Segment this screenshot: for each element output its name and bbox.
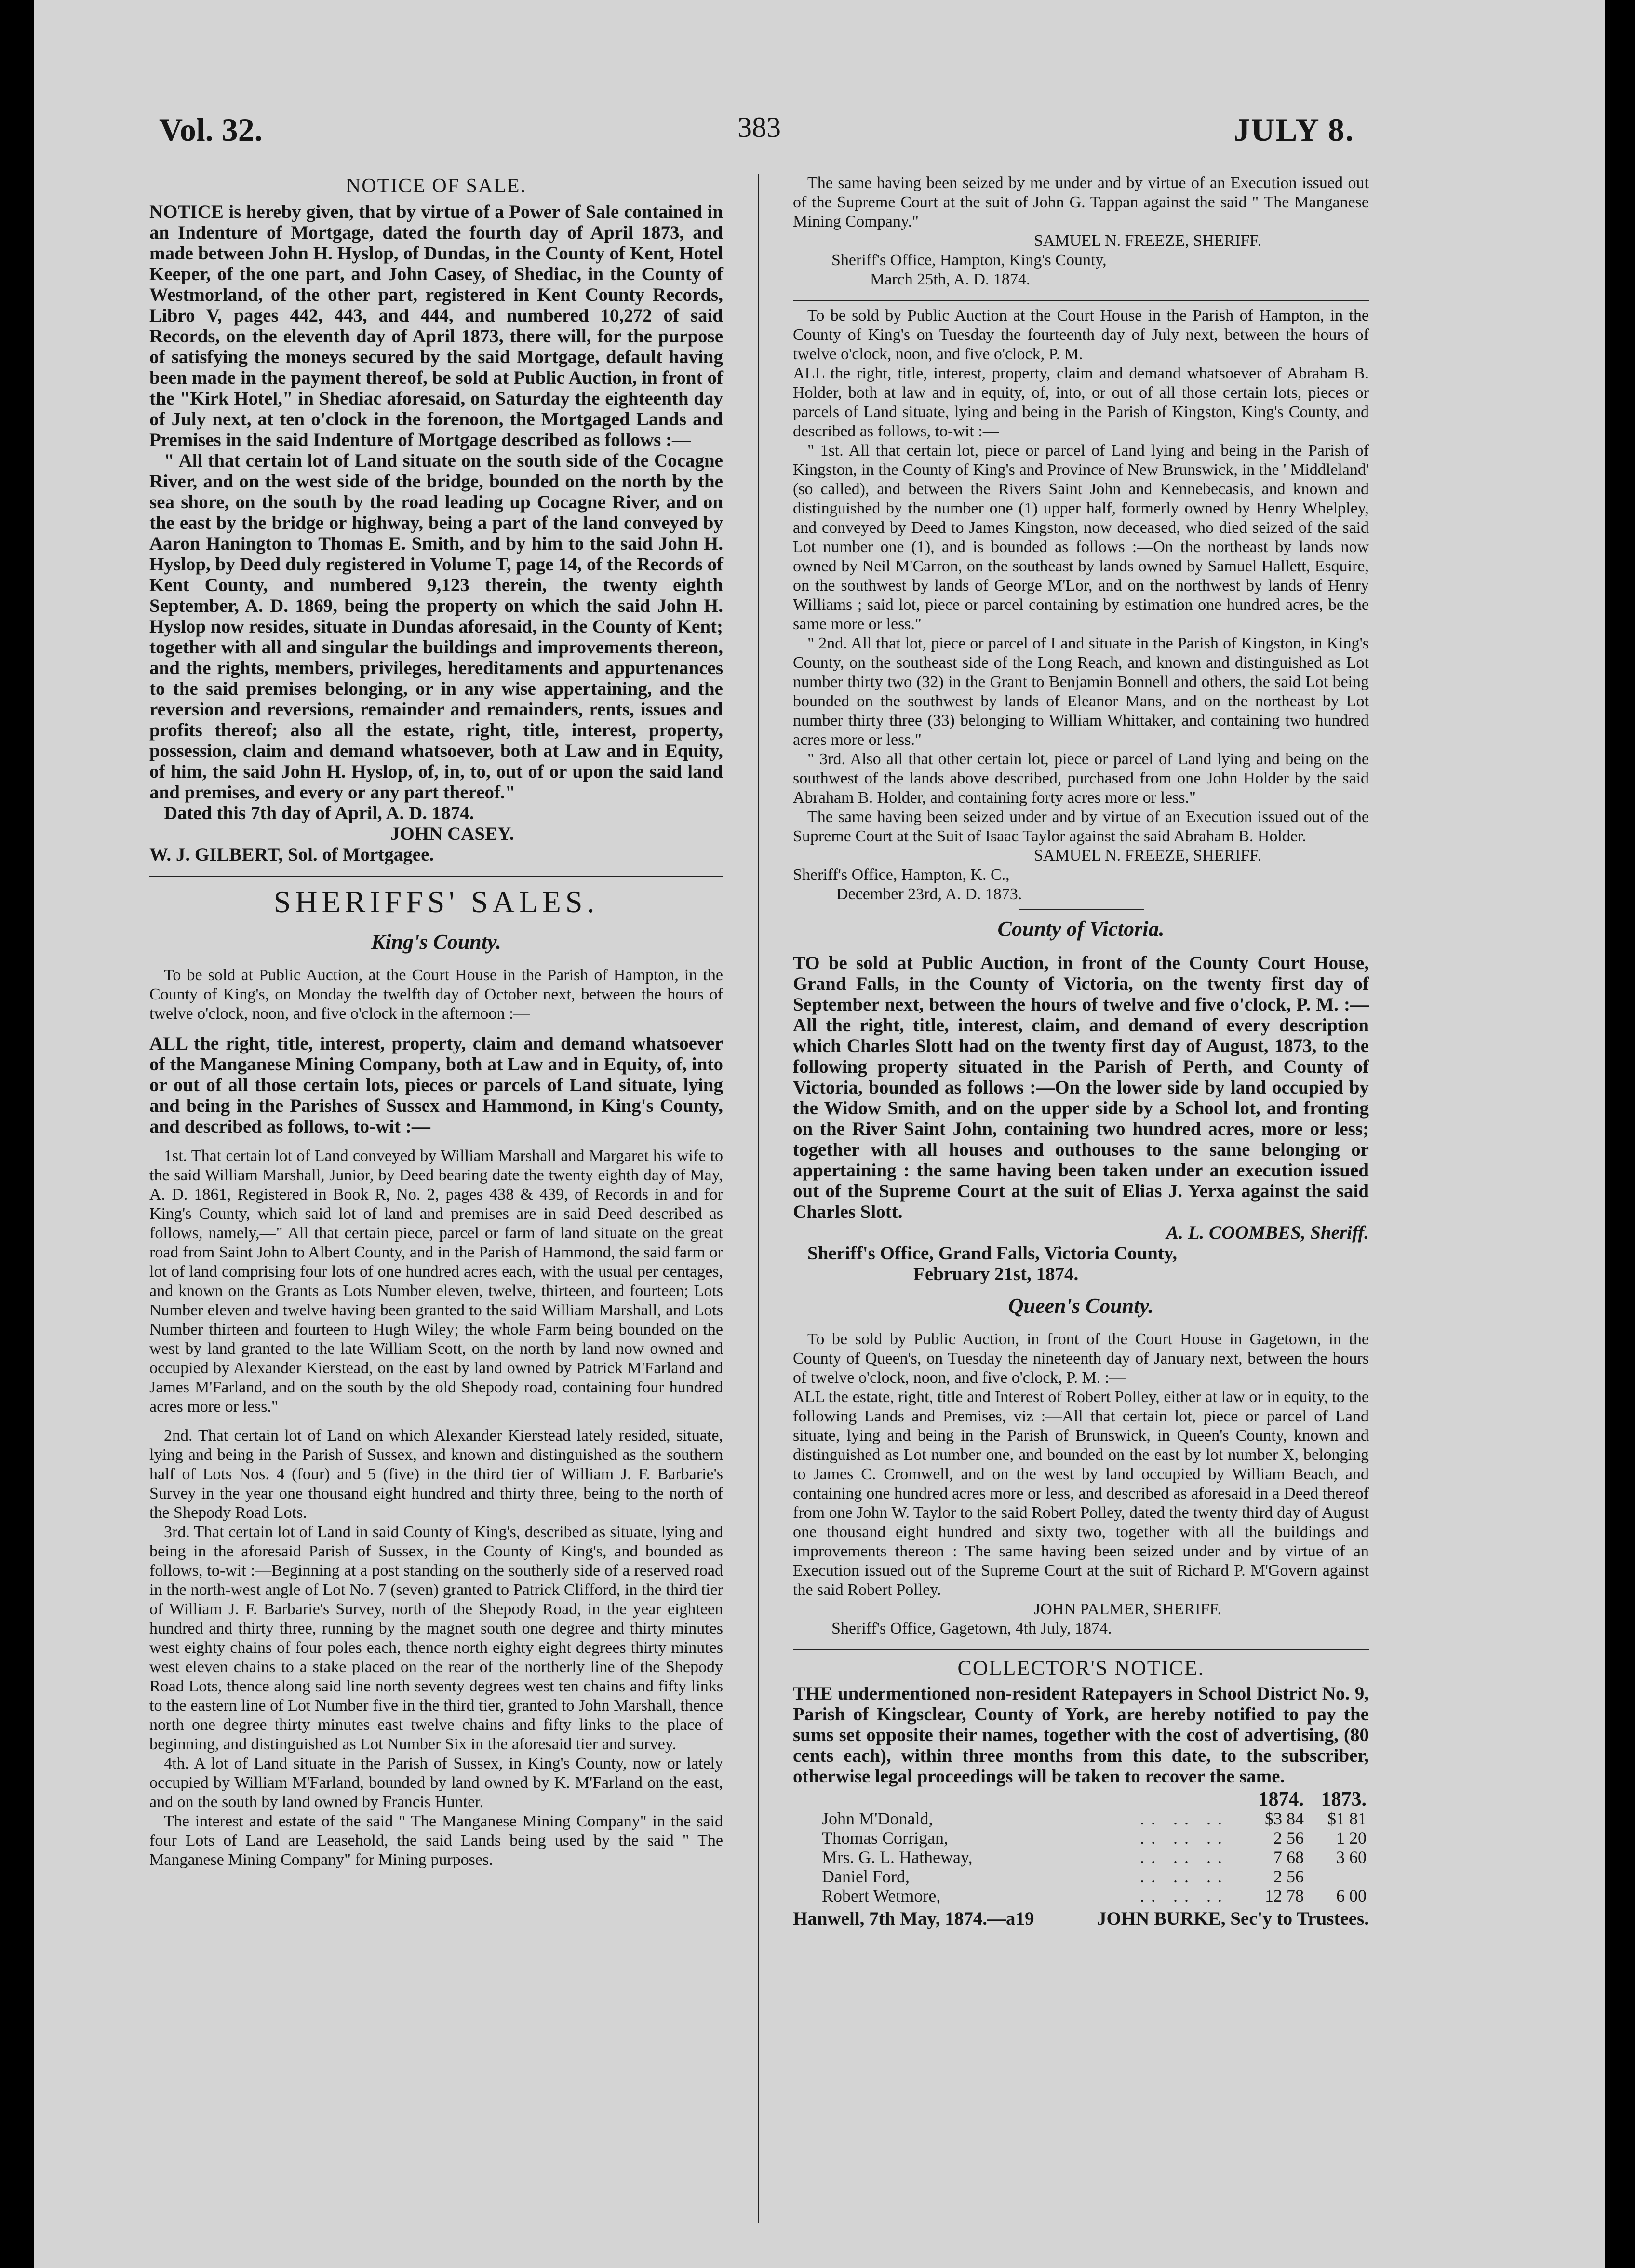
- page: [149, 0, 1369, 2268]
- amount-1873: [1304, 1867, 1367, 1886]
- table-row: [822, 1886, 1367, 1905]
- table-row: [822, 1809, 1367, 1828]
- short-rule: [1019, 909, 1144, 910]
- hampton-all-right: ALL the right, title, interest, property, claim and demand whatsoever of Abraham B. Holder, both at law and in equity, of, into, or out of all those certain lots, pieces or parcels of Land situate, lying and being in the Parish of Kingston, King's County, and described as follows, to-wit :—: [793, 364, 1369, 440]
- hampton-date: December 23rd, A. D. 1873.: [836, 885, 1022, 903]
- queens-intro: To be sold by Public Auction, in front of the Court House in Gagetown, in the County of Queen's, on Tuesday the nineteenth day of January next, between the hours of twelve o'clock, noon, and five o'clock, P. M. :—: [793, 1330, 1369, 1387]
- table-header-row: [822, 1790, 1367, 1809]
- victoria-sheriff: A. L. COOMBES, Sheriff.: [1166, 1222, 1369, 1243]
- hampton-lot-1: " 1st. All that certain lot, piece or parcel of Land lying and being in the Parish of Kingston, in the County of King's and Province of New Brunswick, in the ' Middleland' (so called), and between the Rivers Saint John and Kennebecasis, and known and distinguished by the number one (1) upper half, formerly owned by Henry Whelpley, and conveyed by Deed to James Kingston, now deceased, who died seized of the said Lot number one (1), and is bounded as follows :—On the northeast by lands now owned by Neil M'Carron, on the southeast by lands owned by Samuel Hallett, Esquire, on the southwest by lands of George M'Lor, and on the northwest by lands of Henry Williams ; said lot, piece or parcel containing by estimation one hundred acres, be the same more or less.": [793, 442, 1369, 633]
- amount-1873: 1 20: [1336, 1828, 1367, 1848]
- manganese-seizure: The same having been seized by me under and by virtue of an Execution issued out of the Supreme Court at the suit of John G. Tappan against the said " The Manganese Mining Company.": [793, 174, 1369, 230]
- sheriffs-sales-title: SHERIFFS' SALES.: [273, 885, 599, 919]
- manganese-office: Sheriff's Office, Hampton, King's County,: [831, 251, 1107, 269]
- queens-all-right: ALL the estate, right, title and Interest of Robert Polley, either at law or in equity, to the following Lands and Premises, viz :—All that certain lot, piece or parcel of Land situate, lying and being in the Parish of Brunswick, in Queen's County, known and distinguished as Lot number one, and bounded on the east by lot number X, belonging to James C. Cromwell, and on the west by land occupied by William Beach, and containing one hundred acres more or less, and described as aforesaid in a Deed thereof from one John W. Taylor to the said Robert Polley, dated the twenty third day of August one thousand eight hundred and sixty two, together with all the buildings and improvements thereon : The same having been seized under and by virtue of an Execution issued out of the Supreme Court at the suit of Richard P. M'Govern against the said Robert Polley.: [793, 1388, 1369, 1599]
- table-row: [822, 1867, 1367, 1886]
- amount-1873: 3 60: [1336, 1848, 1367, 1867]
- collectors-signer: JOHN BURKE, Sec'y to Trustees.: [1097, 1908, 1369, 1929]
- victoria-date: February 21st, 1874.: [913, 1264, 1079, 1284]
- collectors-notice-body: THE undermentioned non-resident Ratepayers in School District No. 9, Parish of Kingsclear, County of York, are hereby notified to pay the sums set opposite their names, together with the cost of advertising, (80 cents each), within three months from this date, to the subscriber, otherwise legal proceedings will be taken to recover the same.: [793, 1683, 1369, 1787]
- amount-1874: 7 68: [1273, 1848, 1304, 1867]
- queens-office: Sheriff's Office, Gagetown, 4th July, 1874.: [831, 1620, 1112, 1637]
- hampton-lot-3: " 3rd. Also all that other certain lot, piece or parcel of Land lying and being on the southwest of the lands above described, purchased from one John Holder by the said Abraham B. Holder, and containing forty acres more or less.": [793, 750, 1369, 807]
- volume-number: Vol. 32.: [159, 111, 263, 148]
- ratepayer-name: Mrs. G. L. Hatheway,: [822, 1848, 973, 1867]
- leader-dots: .. .. ..: [1140, 1828, 1229, 1848]
- victoria-office: Sheriff's Office, Grand Falls, Victoria County,: [807, 1243, 1177, 1264]
- leader-dots: .. .. ..: [1140, 1867, 1229, 1886]
- section-rule: [793, 300, 1369, 301]
- victoria-county-title: County of Victoria.: [997, 917, 1165, 941]
- page-number: 383: [737, 111, 781, 143]
- amount-1874: 2 56: [1273, 1828, 1304, 1848]
- amount-1874: $3 84: [1265, 1809, 1304, 1828]
- ratepayer-name: Daniel Ford,: [822, 1867, 910, 1886]
- ratepayers-table: [822, 1790, 1367, 1905]
- hampton-lot-2: " 2nd. All that lot, piece or parcel of Land situate in the Parish of Kingston, in King's County, on the southeast side of the Long Reach, and known and distinguished as Lot number thirty two (32) in the Grant to Benjamin Bonnell and others, the said Lot being bounded on the southwest by lands of Eleanor Mans, and on the northeast by Lot number thirty three (33) belonging to William Whittaker, and containing two hundred acres more or less.": [793, 634, 1369, 749]
- issue-date: JULY 8.: [1233, 111, 1354, 148]
- year-header: 1873.: [1321, 1788, 1367, 1810]
- kings-lot-2: 2nd. That certain lot of Land on which Alexander Kierstead lately resided, situate, lying and being in the Parish of Sussex, and known and distinguished as the southern half of Lots Nos. 4 (four) and 5 (five) in the third tier of William J. F. Barbarie's Survey in the year one thousand eight hundred and thirty three, being to the north of the Shepody Road Lots.: [149, 1427, 723, 1522]
- amount-1873: 6 00: [1336, 1886, 1367, 1905]
- amount-1873: $1 81: [1327, 1809, 1367, 1828]
- newspaper-sheet: [34, 0, 1605, 2268]
- kings-lot-interest: The interest and estate of the said " The Manganese Mining Company" in the said four Lots of Land are Leasehold, the said Lands being used by the said " The Manganese Mining Company" for Mining purposes.: [149, 1812, 723, 1869]
- collectors-notice-title: COLLECTOR'S NOTICE.: [957, 1656, 1205, 1680]
- table-row: [822, 1828, 1367, 1848]
- kings-lot-4: 4th. A lot of Land situate in the Parish of Sussex, in King's County, now or lately occupied by William M'Farland, bounded by land owned by K. M'Farland on the east, and on the south by land owned by Francis Hunter.: [149, 1755, 723, 1811]
- leader-dots: .. .. ..: [1140, 1809, 1229, 1828]
- kings-county-title: King's County.: [371, 930, 501, 954]
- year-header: 1874.: [1258, 1788, 1304, 1810]
- section-rule: [793, 1649, 1369, 1650]
- collectors-date: Hanwell, 7th May, 1874.—a19: [793, 1908, 1034, 1929]
- hampton-intro: To be sold by Public Auction at the Court House in the Parish of Hampton, in the County of King's on Tuesday the fourteenth day of July next, between the hours of twelve o'clock, noon, and five o'clock, P. M.: [793, 307, 1369, 363]
- queens-county-title: Queen's County.: [1008, 1294, 1154, 1318]
- notice-signer: JOHN CASEY.: [390, 824, 514, 844]
- amount-1874: 12 78: [1265, 1886, 1304, 1905]
- amount-1874: 2 56: [1273, 1867, 1304, 1886]
- queens-sheriff: JOHN PALMER, SHERIFF.: [1034, 1600, 1222, 1618]
- left-column: [149, 174, 723, 1870]
- hampton-sheriff: SAMUEL N. FREEZE, SHERIFF.: [1034, 847, 1262, 864]
- column-divider: [758, 174, 759, 2223]
- notice-dated: Dated this 7th day of April, A. D. 1874.: [164, 803, 474, 824]
- notice-of-sale-description: " All that certain lot of Land situate on the south side of the Cocagne River, and on the west side of the bridge, bounded on the north by the sea shore, on the south by the road leading up Cocagne River, and on the east by the bridge or highway, being a part of the land conveyed by Aaron Hanington to Thomas E. Smith, and by him to the said John H. Hyslop, by Deed duly registered in Volume T, page 14, of the Records of Kent County, and numbered 9,123 therein, the twenty eighth September, A. D. 1869, being the property on which the said John H. Hyslop now resides, situate in Dundas aforesaid, in the County of Kent; together with all and singular the buildings and improvements thereon, and the rights, members, privileges, hereditaments and appurtenances to the said premises belonging, or in any wise appertaining, and the reversion and reversions, remainder and remainders, rents, issues and profits thereof; also all the estate, right, title, interest, property, possession, claim and demand whatsoever, both at Law and in Equity, of him, the said John H. Hyslop, of, in, to, out of or upon the said land and premises, and every or any part thereof.": [149, 450, 723, 803]
- victoria-body: TO be sold at Public Auction, in front of the County Court House, Grand Falls, in the County of Victoria, on the twenty first day of September next, between the hours of twelve and five o'clock, P. M. :—All the right, title, interest, claim, and demand of every description which Charles Slott had on the twenty first day of August, 1873, to the following property situated in the Parish of Perth, and County of Victoria, bounded as follows :—On the lower side by land occupied by the Widow Smith, and on the upper side by a School lot, and fronting on the River Saint John, containing two hundred acres, more or less; together with all houses and outhouses to the same belonging or appertaining : the same having been taken under an execution issued out of the Supreme Court at the suit of Elias J. Yerxa against the said Charles Slott.: [793, 953, 1369, 1222]
- ratepayer-name: Robert Wetmore,: [822, 1886, 941, 1905]
- notice-of-sale-body: NOTICE is hereby given, that by virtue of a Power of Sale contained in an Indenture of Mortgage, dated the fourth day of April 1873, and made between John H. Hyslop, of Dundas, in the County of Kent, Hotel Keeper, of the one part, and John Casey, of Shediac, in the County of Westmorland, of the other part, registered in Kent County Records, Libro V, pages 442, 443, and 444, and numbered 10,272 of said Records, on the eleventh day of April 1873, there will, for the purpose of satisfying the moneys secured by the said Mortgage, default having been made in the payment thereof, be sold at Public Auction, in front of the "Kirk Hotel," in Shediac aforesaid, on Saturday the eighteenth day of July next, at ten o'clock in the forenoon, the Mortgaged Lands and Premises in the said Indenture of Mortgage described as follows :—: [149, 202, 723, 450]
- kings-all-right: ALL the right, title, interest, property, claim and demand whatsoever of the Manganese Mining Company, both at Law and in Equity, of, into or out of all those certain lots, pieces or parcels of Land situate, lying and being in the Parishes of Sussex and Hammond, in King's County, and described as follows, to-wit :—: [149, 1033, 723, 1137]
- manganese-date: March 25th, A. D. 1874.: [870, 270, 1031, 288]
- collectors-footer: [793, 1908, 1369, 1929]
- kings-lot-1: 1st. That certain lot of Land conveyed by William Marshall and Margaret his wife to the said William Marshall, Junior, by Deed bearing date the twenty eighth day of May, A. D. 1861, Registered in Book R, No. 2, pages 438 & 439, of Records in and for King's County, which said lot of land and premises are in said Deed described as follows, namely,—" All that certain piece, parcel or farm of land situate on the great road from Saint John to Albert County, and in the Parish of Hammond, the said farm or lot of land comprising four lots of one hundred acres each, with the usual per centages, and known on the Grants as Lots Number eleven, twelve, thirteen, and fourteen; Lots Number eleven and twelve having been granted to the said William Marshall, and Lots Number thirteen and fourteen to Hugh Wiley; the whole Farm being bounded on the west by land granted to the late William Scott, on the north by land now owned and occupied by Alexander Kierstead, on the east by land owned by Patrick M'Farland and James M'Farland, and on the south by the old Shepody road, containing four hundred acres more or less.": [149, 1147, 723, 1416]
- hampton-seizure: The same having been seized under and by virtue of an Execution issued out of the Supreme Court at the Suit of Isaac Taylor against the said Abraham B. Holder.: [793, 808, 1369, 845]
- section-rule: [149, 876, 723, 877]
- leader-dots: .. .. ..: [1140, 1848, 1229, 1867]
- leader-dots: .. .. ..: [1140, 1886, 1229, 1905]
- right-column: [793, 174, 1369, 1929]
- ratepayer-name: Thomas Corrigan,: [822, 1828, 948, 1848]
- table-row: [822, 1848, 1367, 1867]
- kings-lot-3: 3rd. That certain lot of Land in said County of King's, described as situate, lying and being in the aforesaid Parish of Sussex, in the County of King's, and bounded as follows, to-wit :—Beginning at a post standing on the southerly side of a reserved road in the north-west angle of Lot No. 7 (seven) granted to Patrick Clifford, in the third tier of William J. F. Barbarie's Survey, north of the Shepody Road, in the year eighteen hundred and thirty three, running by the magnet south one degree and thirty minutes west eighty chains of four poles each, thence north eighty eight degrees thirty minutes west eleven chains to a stake placed on the rear of the northerly line of the Shepody Road Lots, thence along said line north seventy degrees west ten chains and fifty links to the eastern line of Lot Number five in the third tier, granted to John Marshall, thence north one degree thirty minutes east twelve chains and fifty links to the place of beginning, and distinguished as Lot Number Six in the aforesaid tier and survey.: [149, 1523, 723, 1753]
- ratepayer-name: John M'Donald,: [822, 1809, 933, 1828]
- page-header: [149, 106, 1369, 159]
- hampton-office: Sheriff's Office, Hampton, K. C.,: [793, 866, 1010, 884]
- kings-intro: To be sold at Public Auction, at the Court House in the Parish of Hampton, in the County of King's, on Monday the twelfth day of October next, between the hours of twelve o'clock, noon, and five o'clock in the afternoon :—: [149, 966, 723, 1023]
- notice-of-sale-title: NOTICE OF SALE.: [346, 175, 527, 197]
- notice-solicitor: W. J. GILBERT, Sol. of Mortgagee.: [149, 844, 434, 865]
- manganese-sheriff: SAMUEL N. FREEZE, SHERIFF.: [1034, 232, 1262, 250]
